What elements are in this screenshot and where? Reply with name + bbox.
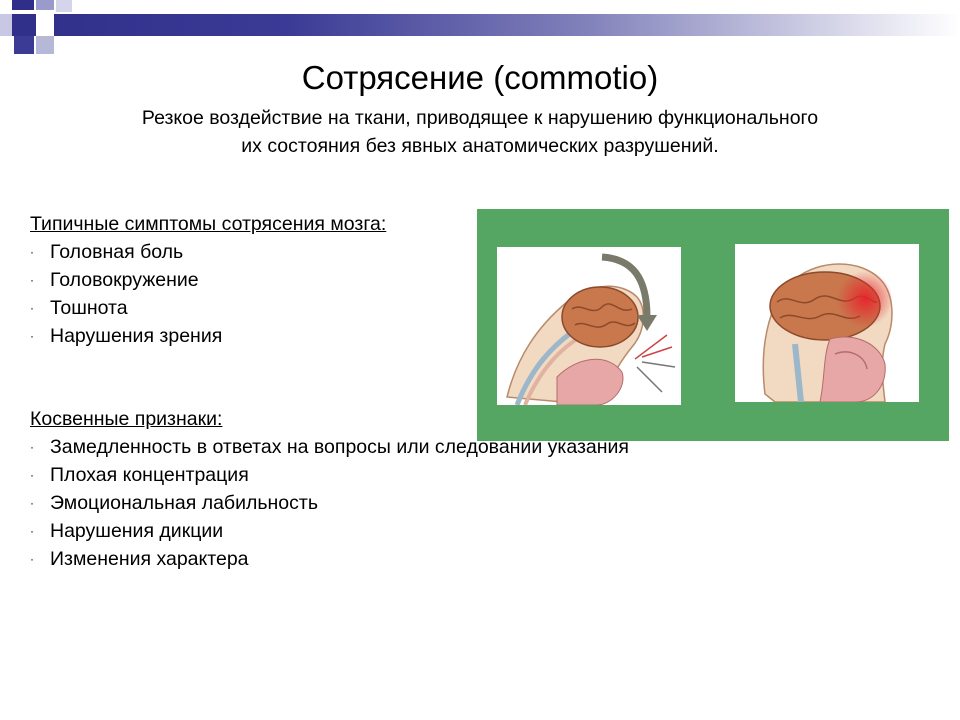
symptoms-heading: Типичные симптомы сотрясения мозга: [30, 213, 387, 235]
decor-square [36, 36, 54, 54]
list-item [30, 517, 790, 545]
decor-square [12, 0, 34, 10]
indirect-heading: Косвенные признаки: [30, 408, 223, 430]
list-item-text: Нарушения дикции [50, 520, 224, 542]
list-item [30, 238, 790, 266]
bullet-icon: · [30, 301, 34, 315]
bullet-icon: · [30, 552, 34, 566]
list-item [30, 294, 790, 322]
list-item-text: Эмоциональная лабильность [50, 492, 318, 514]
decor-square [36, 14, 54, 36]
bullet-icon: · [30, 329, 34, 343]
list-item-text: Головная боль [50, 241, 184, 263]
decor-square [56, 0, 72, 12]
decor-square [36, 0, 54, 10]
list-item [30, 461, 790, 489]
list-item [30, 322, 790, 350]
decor-square [0, 14, 12, 36]
list-item-text: Тошнота [50, 297, 128, 319]
list-item-text: Нарушения зрения [50, 325, 223, 347]
symptoms-list [30, 210, 790, 350]
list-item [30, 489, 790, 517]
slide-subtitle [60, 104, 900, 160]
subtitle-line: Резкое воздействие на ткани, приводящее к нарушению функционального [141, 107, 819, 129]
list-item [30, 545, 790, 573]
slide-title: Сотрясение (commotio) [301, 59, 659, 96]
subtitle-line: их состояния без явных анатомических разрушений. [241, 135, 719, 157]
list-item-text: Замедленность в ответах на вопросы или следовании указания [50, 436, 629, 458]
list-item-text: Плохая концентрация [50, 464, 249, 486]
header-gradient-bar [0, 14, 960, 36]
bullet-icon: · [30, 245, 34, 259]
list-item-text: Головокружение [50, 269, 199, 291]
list-item [30, 266, 790, 294]
decor-square [14, 36, 34, 54]
bullet-icon: · [30, 524, 34, 538]
bullet-icon: · [30, 468, 34, 482]
bullet-icon: · [30, 273, 34, 287]
indirect-signs-list [30, 405, 790, 573]
bullet-icon: · [30, 496, 34, 510]
list-item [30, 433, 790, 461]
bullet-icon: · [30, 440, 34, 454]
list-item-text: Изменения характера [50, 548, 249, 570]
